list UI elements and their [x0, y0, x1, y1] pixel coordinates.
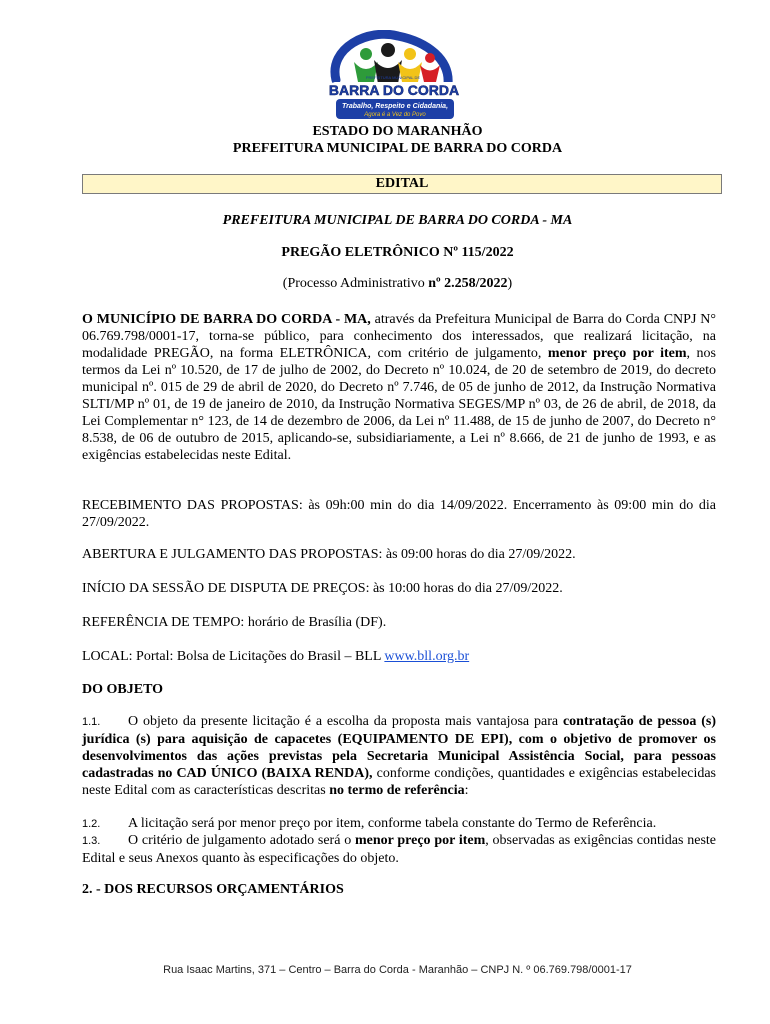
processo-number: nº 2.258/2022	[428, 276, 508, 291]
intro-criterion: menor preço por item	[547, 346, 687, 361]
page-footer: Rua Isaac Martins, 371 – Centro – Barra do Corda - Maranhão – CNPJ N. º 06.769.798/0001-17	[163, 964, 632, 976]
item-number: 1.3.	[82, 835, 101, 847]
document-title: PREFEITURA MUNICIPAL DE BARRA DO CORDA - MA	[222, 213, 573, 228]
svg-text:PREFEITURA MUNICIPAL DE: PREFEITURA MUNICIPAL DE	[365, 75, 421, 80]
bll-link[interactable]: www.bll.org.br	[384, 649, 470, 664]
local-paragraph: LOCAL: Portal: Bolsa de Licitações do Brasil – BLL www.bll.org.br	[82, 649, 470, 664]
item-1-2: 1.2. A licitação será por menor preço por item, conforme tabela constante do Termo de Referência.	[82, 816, 657, 831]
svg-text:Trabalho, Respeito e Cidadania: Trabalho, Respeito e Cidadania,	[341, 103, 449, 110]
pregao-number: PREGÃO ELETRÔNICO Nº 115/2022	[281, 245, 514, 260]
abertura-paragraph: ABERTURA E JULGAMENTO DAS PROPOSTAS: às 09:00 horas do dia 27/09/2022.	[82, 547, 576, 562]
item-1-1: 1.1. O objeto da presente licitação é a escolha da proposta mais vantajosa para contratação de pessoa (s) jurídica (s) para aquisição de capacetes (EQUIPAMENTO DE EPI), com o objetivo de promover os desenvolvimentos das ações previstas pela Secretaria Municipal Assistência Social, para pessoas cadastradas no CAD ÚNICO (BAIXA RENDA), conforme condições, quantidades e exigências estabelecidas neste Edital com as características descritas no termo de referência:	[82, 714, 717, 798]
edital-label: EDITAL	[375, 176, 429, 191]
item-number: 1.1.	[82, 716, 101, 728]
state-heading: ESTADO DO MARANHÃO	[312, 124, 483, 139]
recebimento-paragraph: RECEBIMENTO DAS PROPOSTAS: às 09h:00 min do dia 14/09/2022. Encerramento às 09:00 min do dia 27/09/2022.	[82, 498, 716, 530]
edital-banner	[82, 174, 722, 194]
inicio-paragraph: INÍCIO DA SESSÃO DE DISPUTA DE PREÇOS: às 10:00 horas do dia 27/09/2022.	[82, 581, 563, 596]
recursos-heading: 2. - DOS RECURSOS ORÇAMENTÁRIOS	[82, 882, 344, 897]
barra-do-corda-logo	[318, 30, 468, 122]
item-1-3: 1.3. O critério de julgamento adotado será o menor preço por item, observadas as exigências contidas neste Edital e seus Anexos quanto às especificações do objeto.	[82, 833, 716, 866]
svg-text:BARRA DO CORDA: BARRA DO CORDA	[328, 82, 460, 98]
prefeitura-heading: PREFEITURA MUNICIPAL DE BARRA DO CORDA	[232, 141, 563, 156]
item-number: 1.2.	[82, 818, 101, 830]
processo-line: (Processo Administrativo nº 2.258/2022)	[282, 276, 513, 291]
referencia-paragraph: REFERÊNCIA DE TEMPO: horário de Brasília (DF).	[82, 615, 387, 630]
intro-lead: O MUNICÍPIO DE BARRA DO CORDA - MA,	[82, 312, 371, 327]
intro-paragraph: O MUNICÍPIO DE BARRA DO CORDA - MA, através da Prefeitura Municipal de Barra do Corda CNPJ N° 06.769.798/0001-17, torna-se público, para conhecimento dos interessados, que realizará licitação, na modalidade PREGÃO, na forma ELETRÔNICA, com critério de julgamento, menor preço por item, nos termos da Lei nº 10.520, de 17 de julho de 2002, do Decreto nº 10.024, de 20 de setembro de 2019, do decreto municipal nº. 015 de 29 de abril de 2020, do Decreto nº 7.746, de 05 de junho de 2012, da Instrução Normativa SLTI/MP nº 01, de 19 de janeiro de 2010, da Instrução Normativa SEGES/MP nº 03, de 26 de abril, de 2018, da Lei Complementar n° 123, de 14 de dezembro de 2006, da Lei nº 11.488, de 15 de junho de 2007, do Decreto n° 8.538, de 06 de outubro de 2015, aplicando-se, subsidiariamente, a Lei nº 8.666, de 21 de junho de 1993, e as exigências estabelecidas neste Edital.	[82, 312, 716, 463]
svg-text:Agora é a Vez do Povo: Agora é a Vez do Povo	[364, 112, 426, 118]
objeto-heading: DO OBJETO	[82, 682, 164, 697]
